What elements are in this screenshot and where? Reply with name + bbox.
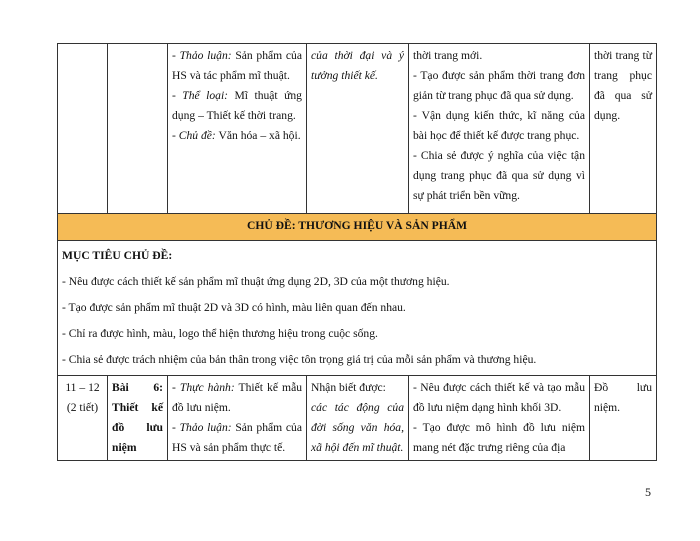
recognition-cell: của thời đại và ý tưởng thiết kế.: [307, 44, 409, 214]
theme-title: CHỦ ĐỀ: THƯƠNG HIỆU VÀ SẢN PHẨM: [58, 214, 657, 241]
goals-cell: [58, 241, 657, 376]
goal-item: - Chia sẻ được trách nhiệm của bản thân trong việc tôn trọng giá trị của mỗi sản phẩm và thương hiệu.: [62, 353, 537, 366]
theme-row: [58, 214, 657, 241]
goals-row: [58, 241, 657, 376]
goal-item: - Nêu được cách thiết kế sản phẩm mĩ thuật ứng dụng 2D, 3D của một thương hiệu.: [62, 275, 450, 288]
table-row: [58, 44, 657, 214]
table-row: [58, 376, 657, 461]
activity-item: - Thể loại: Mĩ thuật ứng dụng – Thiết kế thời trang.: [172, 89, 302, 122]
activity-item: - Thảo luận: Sản phẩm của HS và sản phẩm thực tế.: [172, 421, 302, 454]
notes-cell: thời trang từ trang phục đã qua sử dụng.: [590, 44, 657, 214]
goals-title: MỤC TIÊU CHỦ ĐỀ:: [62, 249, 173, 262]
notes-cell: Đồ lưu niệm.: [590, 376, 657, 461]
periods-cell: [58, 44, 108, 214]
activities-cell: [168, 44, 307, 214]
goal-item: - Chỉ ra được hình, màu, logo thể hiện thương hiệu trong cuộc sống.: [62, 327, 378, 340]
goal-item: - Tạo được sản phẩm mĩ thuật 2D và 3D có hình, màu liên quan đến nhau.: [62, 301, 406, 314]
activity-item: - Thảo luận: Sản phẩm của HS và tác phẩm mĩ thuật.: [172, 49, 302, 82]
outcomes-cell: - Nêu được cách thiết kế và tạo mẫu đồ lưu niệm dạng hình khối 3D. - Tạo được mô hình đồ lưu niệm mang nét đặc trưng riêng của địa: [409, 376, 590, 461]
lesson-cell: Bài 6: Thiết kế đồ lưu niệm: [108, 376, 168, 461]
activity-item: - Thực hành: Thiết kế mẫu đồ lưu niệm.: [172, 381, 303, 414]
page-number: 5: [645, 485, 651, 499]
curriculum-table: [57, 43, 657, 461]
outcomes-cell: thời trang mới. - Tạo được sản phẩm thời trang đơn giản từ trang phục đã qua sử dụng. - Vận dụng kiến thức, kĩ năng của bài học để thiết kế được trang phục. - Chia sẻ được ý nghĩa của việc tận dụng trang phục đã qua sử dụng vì sự phát triển bền vững.: [409, 44, 590, 214]
periods-cell: 11 – 12 (2 tiết): [58, 376, 108, 461]
activity-item: - Chủ đề: Văn hóa – xã hội.: [172, 129, 301, 142]
activities-cell: [168, 376, 307, 461]
lesson-cell: [108, 44, 168, 214]
recognition-cell: Nhận biết được: các tác động của đời sống văn hóa, xã hội đến mĩ thuật.: [307, 376, 409, 461]
